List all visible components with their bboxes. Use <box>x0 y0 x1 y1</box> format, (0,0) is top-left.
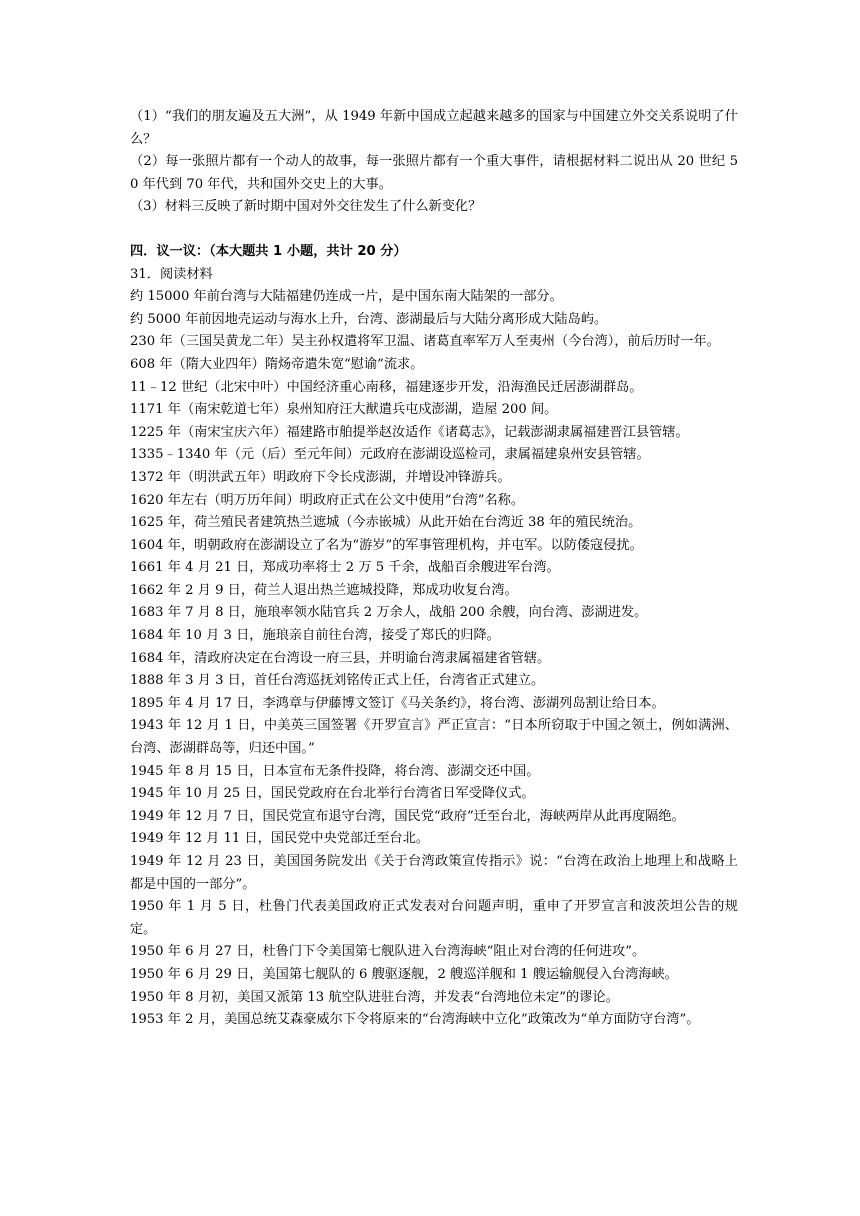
material-entry: 1950 年 1 月 5 日，杜鲁门代表美国政府正式发表对台问题声明，重申了开罗宣言和波茨坦公告的规定。 <box>130 899 738 937</box>
material-entry: 1950 年 8 月初，美国又派第 13 航空队进驻台湾，并发表“台湾地位未定”的谬论。 <box>130 989 619 1005</box>
question-3: （3）材料三反映了新时期中国对外交往发生了什么新变化？ <box>130 199 482 215</box>
material-entry: 230 年（三国吴黄龙二年）吴主孙权遣将军卫温、诸葛直率军万人至夷州（今台湾），前后历时一年。 <box>130 334 720 350</box>
material-entry: 1950 年 6 月 27 日，杜鲁门下令美国第七舰队进入台湾海峡“阻止对台湾的任何进攻”。 <box>130 944 646 960</box>
material-entry: 1949 年 12 月 23 日，美国国务院发出《关于台湾政策宣传指示》说：“台湾在政治上地理上和战略上都是中国的一部分”。 <box>130 854 738 892</box>
question-2: （2）每一张照片都有一个动人的故事，每一张照片都有一个重大事件，请根据材料二说出从 20 世纪 50 年代到 70 年代，共和国外交史上的大事。 <box>130 154 738 192</box>
question-31-intro: 31．阅读材料 <box>130 266 213 282</box>
material-entry: 1661 年 4 月 21 日，郑成功率将士 2 万 5 千余，战船百余艘进军台湾。 <box>130 560 560 576</box>
material-entry: 1888 年 3 月 3 日，首任台湾巡抚刘铭传正式上任，台湾省正式建立。 <box>130 673 545 689</box>
material-entry: 1225 年（南宋宝庆六年）福建路市舶提举赵汝适作《诸葛志》，记载澎湖隶属福建晋江县管辖。 <box>130 424 689 440</box>
section-gap <box>130 219 738 241</box>
material-entry: 1683 年 7 月 8 日，施琅率领水陆官兵 2 万余人，战船 200 余艘，向台湾、澎湖进发。 <box>130 605 648 621</box>
material-entry: 约 15000 年前台湾与大陆福建仍连成一片，是中国东南大陆架的一部分。 <box>130 289 563 305</box>
material-entry: 1625 年，荷兰殖民者建筑热兰遮城（今赤嵌城）从此开始在台湾近 38 年的殖民统治。 <box>130 515 642 531</box>
material-entry: 1684 年 10 月 3 日，施琅亲自前往台湾，接受了郑氏的归降。 <box>130 628 500 644</box>
material-entry: 608 年（隋大业四年）隋炀帝遣朱宽“慰谕”流求。 <box>130 356 424 372</box>
section-heading: 四．议一议：（本大题共 1 小题，共计 20 分） <box>130 243 407 259</box>
material-entry: 11﹣12 世纪（北宋中叶）中国经济重心南移，福建逐步开发，沿海渔民迁居澎湖群岛。 <box>130 379 643 395</box>
material-entry: 1662 年 2 月 9 日，荷兰人退出热兰遮城投降，郑成功收复台湾。 <box>130 582 518 598</box>
material-entry: 1949 年 12 月 7 日，国民党宣布退守台湾，国民党“政府”迁至台北，海峡两岸从此再度隔绝。 <box>130 808 685 824</box>
material-entry: 1372 年（明洪武五年）明政府下令长戍澎湖，并增设冲锋游兵。 <box>130 469 511 485</box>
document-page <box>130 106 738 1032</box>
material-entry: 1945 年 8 月 15 日，日本宣布无条件投降，将台湾、澎湖交还中国。 <box>130 763 540 779</box>
material-entry: 1335﹣1340 年（元（后）至元年间）元政府在澎湖设巡检司，隶属福建泉州安县管辖。 <box>130 447 650 463</box>
material-entry: 1684 年，清政府决定在台湾设一府三县，并明谕台湾隶属福建省管辖。 <box>130 650 551 666</box>
material-entry: 1943 年 12 月 1 日，中美英三国签署《开罗宣言》严正宣言：“日本所窃取于中国之领土，例如满洲、台湾、澎湖群岛等，归还中国。” <box>130 718 738 757</box>
material-entry: 约 5000 年前因地壳运动与海水上升，台湾、澎湖最后与大陆分离形成大陆岛屿。 <box>130 311 608 327</box>
material-entry: 1945 年 10 月 25 日，国民党政府在台北举行台湾省日军受降仪式。 <box>130 786 535 802</box>
question-1: （1）“我们的朋友遍及五大洲”，从 1949 年新中国成立起越来越多的国家与中国建立外交关系说明了什么？ <box>130 109 738 147</box>
material-entry: 1171 年（南宋乾道七年）泉州知府汪大猷遣兵屯戍澎湖，造屋 200 间。 <box>130 402 558 418</box>
material-entry: 1895 年 4 月 17 日，李鸿章与伊藤博文签订《马关条约》，将台湾、澎湖列岛割让给日本。 <box>130 695 665 711</box>
material-entry: 1950 年 6 月 29 日，美国第七舰队的 6 艘驱逐舰，2 艘巡洋舰和 1 艘运输舰侵入台湾海峡。 <box>130 966 678 982</box>
material-entry: 1620 年左右（明万历年间）明政府正式在公文中使用“台湾”名称。 <box>130 492 525 508</box>
material-entry: 1953 年 2 月，美国总统艾森豪威尔下令将原来的“台湾海峡中立化”政策改为“单方面防守台湾”。 <box>130 1012 700 1028</box>
material-list <box>130 286 738 1032</box>
material-entry: 1604 年，明朝政府在澎湖设立了名为“游岁”的军事管理机构，并屯军。以防倭寇侵扰。 <box>130 537 643 553</box>
material-entry: 1949 年 12 月 11 日，国民党中央党部迁至台北。 <box>130 831 430 847</box>
